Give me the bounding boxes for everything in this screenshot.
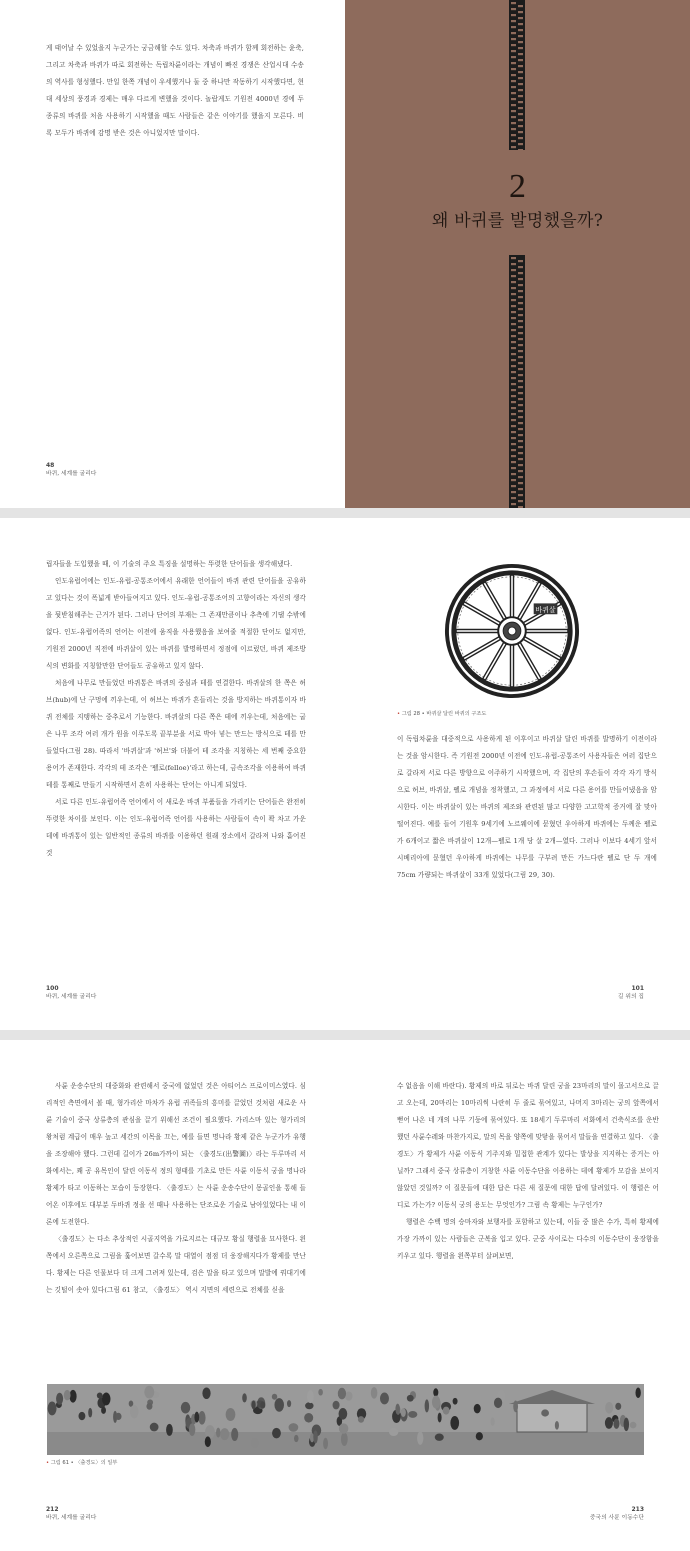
tread-groove	[518, 65, 523, 67]
tread-groove	[518, 464, 523, 466]
scroll-figure	[189, 1423, 195, 1436]
scroll-figure	[242, 1393, 247, 1402]
tread-groove	[518, 356, 523, 358]
scroll-figure	[205, 1436, 211, 1447]
tread-groove	[518, 11, 523, 13]
tread-groove	[518, 428, 523, 430]
tread-groove	[511, 467, 516, 469]
scroll-figure	[417, 1431, 423, 1445]
tread-groove	[518, 260, 523, 262]
running-title: 바퀴, 세계를 굴리다	[46, 994, 97, 1000]
tread-groove	[511, 299, 516, 301]
scroll-figure	[395, 1404, 399, 1415]
paragraph: 립자들을 도입했을 때, 이 기술의 주요 특징을 설명하는 뚜렷한 단어들을 생각해냈다.	[46, 560, 293, 568]
tread-groove	[518, 374, 523, 376]
tread-groove	[518, 446, 523, 448]
tread-groove	[511, 485, 516, 487]
tread-groove	[518, 368, 523, 370]
scroll-figure	[339, 1408, 348, 1420]
tread-groove	[518, 77, 523, 79]
tread-groove	[511, 431, 516, 433]
scroll-figure	[624, 1418, 629, 1432]
spread2-left-page	[0, 518, 345, 1030]
tread-groove	[518, 500, 523, 502]
tread-groove	[511, 359, 516, 361]
tread-groove	[518, 392, 523, 394]
scroll-figure	[476, 1432, 483, 1440]
spread3-right-page	[345, 1040, 690, 1551]
scroll-figure	[194, 1412, 199, 1423]
figure-caption	[46, 1459, 117, 1466]
caption-text: 그림 61 • 〈출경도〉의 일부	[50, 1460, 118, 1466]
scroll-figure	[435, 1434, 444, 1441]
tread-groove	[511, 134, 516, 136]
chapter-opener-page	[345, 0, 690, 508]
scroll-figure	[216, 1428, 220, 1438]
tread-groove	[511, 413, 516, 415]
figure-caption	[397, 710, 486, 717]
tread-groove	[518, 71, 523, 73]
tread-groove	[511, 98, 516, 100]
scroll-figure	[260, 1401, 265, 1408]
tread-groove	[518, 266, 523, 268]
scroll-palace-carriage	[517, 1402, 587, 1432]
tread-groove	[511, 353, 516, 355]
scroll-figure	[313, 1430, 318, 1443]
tread-groove	[518, 113, 523, 115]
tread-groove	[511, 365, 516, 367]
scroll-figure	[251, 1400, 255, 1409]
scroll-figure	[494, 1398, 502, 1408]
body-text	[46, 556, 306, 862]
tread-groove	[518, 23, 523, 25]
tread-groove	[511, 329, 516, 331]
page-folio	[618, 985, 644, 1001]
tread-groove	[511, 401, 516, 403]
tread-groove	[511, 269, 516, 271]
scroll-figure	[231, 1428, 238, 1441]
tread-groove	[511, 8, 516, 10]
tread-groove	[518, 119, 523, 121]
tread-groove	[518, 422, 523, 424]
scroll-figure	[102, 1392, 110, 1405]
page-number: 100	[46, 985, 59, 992]
scroll-figure	[101, 1407, 106, 1414]
scroll-figure	[220, 1428, 229, 1440]
tread-groove	[518, 143, 523, 145]
tread-groove	[518, 440, 523, 442]
tread-groove	[511, 275, 516, 277]
tread-groove	[511, 140, 516, 142]
tread-groove	[511, 146, 516, 148]
tread-groove	[518, 272, 523, 274]
tread-groove	[518, 494, 523, 496]
paragraph: 사륜 운송수단의 대중화와 관련해서 중국에 없었던 것은 아티어스 프로이미스였다. 심리적인 측면에서 볼 때, 형가리산 마차가 유럽 귀족들의 흥미를 끌었던 것처럼 새로운 사륜 기술이 중국 상류층의 관심을 끌기 위해선 조건이 필요했다. 가리스마 있는 형가리의 왕처럼 계급이 매우 높고 세간의 이목을 끄는, 예를 들면 명나라 황제 같은 누군가가 유행을 조장해야 했다. 그런데 길이가 26m가까이 되는 〈출경도(出警圖)〉라는 두루마리 서화에서는, 꽤 공 유목인이 달린 이동식 정의 형태를 기초로 만든 사륜 이동식 궁을 명나라 황제가 타고 이동하는 모습이 등장한다. 〈출경도〉는 사륜 운송수단이 몽골인을 통해 들어온 이후에도 대부분 두바퀴 정을 선 때나 사용하는 단조로운 기술로 남아있었다는 내 이론에 도전한다.	[46, 1082, 306, 1226]
tread-groove	[511, 395, 516, 397]
tread-groove	[511, 122, 516, 124]
tread-groove	[511, 317, 516, 319]
tread-groove	[518, 314, 523, 316]
page-number: 212	[46, 1506, 59, 1513]
tire-track-bottom	[507, 255, 527, 508]
tread-groove	[511, 263, 516, 265]
scroll-figure	[318, 1389, 323, 1396]
scroll-figure	[450, 1416, 459, 1430]
tread-groove	[518, 326, 523, 328]
tread-groove	[518, 482, 523, 484]
running-title: 바퀴, 세계를 굴리다	[46, 471, 97, 477]
scroll-figure	[613, 1418, 619, 1428]
tread-groove	[518, 83, 523, 85]
tread-groove	[511, 347, 516, 349]
tread-groove	[511, 2, 516, 4]
scroll-figure	[341, 1432, 348, 1446]
tread-groove	[511, 110, 516, 112]
running-title: 길 위의 집	[617, 994, 644, 1000]
tread-groove	[511, 383, 516, 385]
running-title: 바퀴, 세계를 굴리다	[46, 1515, 97, 1521]
tread-groove	[511, 56, 516, 58]
caption-marker: •	[46, 1460, 51, 1466]
page-folio	[46, 985, 96, 1001]
scroll-figure	[272, 1394, 277, 1400]
tread-groove	[511, 287, 516, 289]
scroll-figure	[287, 1400, 291, 1407]
tread-groove	[511, 32, 516, 34]
scroll-figure	[146, 1403, 152, 1410]
tread-groove	[518, 320, 523, 322]
tread-groove	[511, 455, 516, 457]
body-text	[397, 1078, 659, 1265]
tread-groove	[518, 47, 523, 49]
scroll-figure	[304, 1413, 313, 1423]
chapter-title: 왜 바퀴를 발명했을까?	[431, 211, 604, 231]
tread-groove	[511, 104, 516, 106]
tread-groove	[518, 362, 523, 364]
tread-groove	[518, 386, 523, 388]
tread-groove	[518, 350, 523, 352]
tread-groove	[511, 62, 516, 64]
tread-groove	[511, 80, 516, 82]
tread-groove	[518, 29, 523, 31]
paragraph: 〈출경도〉는 다소 추상적인 시골지역을 가로지르는 대규모 황실 행렬을 묘사한다. 왼쪽에서 오른쪽으로 그림을 훑어보면 갈수록 말 대열이 점점 더 웅장해지다가 황제를 만난다. 황제는 다른 인물보다 더 크게 그려져 있는데, 검은 말을 타고 있으며 말발에 꿔대기에는 깃털이 솟아 있다(그림 61 참고, 〈출경도〉 역시 지면의 세련으로 전체를 싣을	[46, 1235, 306, 1294]
caption-marker: •	[397, 711, 402, 717]
scroll-figure	[443, 1407, 450, 1415]
tread-groove	[518, 89, 523, 91]
page-folio	[590, 1506, 644, 1522]
scroll-figure	[251, 1438, 259, 1448]
tread-groove	[511, 335, 516, 337]
scroll-figure	[425, 1399, 429, 1412]
scroll-figure	[333, 1401, 340, 1410]
tread-groove	[511, 86, 516, 88]
scroll-figure	[78, 1412, 85, 1420]
scroll-figure	[408, 1411, 417, 1418]
scroll-figure	[202, 1387, 210, 1399]
spoked-wheel-diagram	[443, 562, 581, 700]
scroll-figure	[605, 1402, 613, 1414]
tread-groove	[511, 50, 516, 52]
tread-groove	[511, 92, 516, 94]
spread-gap	[0, 1030, 690, 1040]
tread-groove	[518, 458, 523, 460]
scroll-figure	[345, 1391, 353, 1400]
tread-groove	[511, 20, 516, 22]
tread-groove	[518, 101, 523, 103]
body-text: 이 독립차륜을 대중적으로 사용하게 된 이후이고 바퀴살 달린 바퀴를 발명하기 이전이라는 것을 암시한다. 즉 기원전 2000년 이전에 인도-유럽-공통조어 사용자들은 여러 집단으로 갈라져 서로 다른 방향으로 이주하기 시작했으며, 각 집단의 후손들이 각각 자기 방식으로 허브, 바퀴살, 펠로 개념을 정착했고, 그 과정에서 서로 다른 용어를 만들어냈음을 암시한다. 이는 바퀴살이 있는 바퀴의 제조와 관련된 많고 다양한 고고학적 증거에 잘 맞아 떨어진다. 예를 들어 기원후 9세기에 노르웨이에 묻혔던 우아하게 바퀴에는 두께운 펠로가 6개이고 짧은 바퀴살이 12개—펠로 1개 당 살 2개—였다. 그러나 이보다 4세기 앞서 시베리아에 묻혔던 우아하게 바퀴에는 나무를 구부려 만든 가느다란 펠로 단 두 개에 75cm 가량되는 바퀴살이 33개 있었다(그림 29, 30).	[397, 735, 657, 879]
tread-groove	[518, 488, 523, 490]
tread-groove	[511, 323, 516, 325]
paragraph: 인도유럽어에는 인도-유럽-공통조어에서 유래한 언어들이 바퀴 관련 단어들을 공유하고 있다는 것이 폭넓게 받아들여지고 있다. 인도-유럽-공통조어의 고향이라는 자신의 생각을 뒷받침해주는 근거가 된다. 그러나 단어의 부재는 그 존재만큼이나 추측에 기댈 수밖에 없다. 인도-유럽어족의 언어는 이전에 움직을 사용했음을 보여줄 적절한 단어도 없지만, 기원전 2000년 직전에 바퀴살이 있는 바퀴를 발명하면서 정점에 이르렀던, 바퀴 제조방식의 변화를 지칭할만한 단어들도 공유하고 있지 않다.	[46, 577, 306, 670]
body-text	[46, 1078, 306, 1299]
figure-label: 바퀴살	[535, 605, 556, 614]
tread-groove	[511, 473, 516, 475]
tread-groove	[518, 344, 523, 346]
tread-groove	[511, 497, 516, 499]
paragraph: 수 없음을 이해 바란다). 황제의 바로 뒤로는 바퀴 달린 궁을 23마리의 말이 몰고서으로 끌고 오는데, 20마리는 10마리씩 나란히 두 줄로 묶여있고, 나머지 3마리는 궁의 앞쪽에서 뻗어 나온 네 개의 나무 기둥에 묶여있다. 또 18세기 두루마리 서화에서 건축식조를 운반했던 사륜수레와 마찬가지로, 말의 목을 양쪽에 맞닿을 묶어서 말들을 연결하고 있다. 〈출경도〉가 황제가 사륜 이동식 기주지와 밀접한 관계가 있다는 발상을 지지하는 증거는 아닐까? 그래서 중국 상류층이 거창한 사륜 이동수단을 이용하는 데에 황제가 모감을 보이지 않았던 것일까? 이 질문들에 대한 답은 다른 새 질문에 대한 답에 달려있다. 이 행렬은 어디로 가는가? 이동식 궁의 용도는 무엇인가? 그림 속 황제는 누구인가?	[397, 1082, 659, 1209]
scroll-figure	[338, 1388, 346, 1400]
scroll-figure	[513, 1401, 518, 1413]
tire-track-top	[507, 0, 527, 150]
tread-groove	[518, 284, 523, 286]
scroll-figure	[289, 1423, 299, 1432]
tread-groove	[518, 416, 523, 418]
tread-groove	[511, 14, 516, 16]
tread-groove	[511, 371, 516, 373]
tread-groove	[511, 44, 516, 46]
tread-groove	[511, 491, 516, 493]
tread-groove	[511, 407, 516, 409]
page-number: 213	[631, 1506, 644, 1513]
tread-groove	[511, 128, 516, 130]
page-number: 48	[46, 462, 55, 469]
tread-groove	[518, 332, 523, 334]
tread-groove	[518, 278, 523, 280]
scroll-figure	[64, 1390, 71, 1400]
caption-text: 그림 28 • 바퀴살 달린 바퀴의 구조도	[401, 711, 487, 717]
scroll-figure	[438, 1413, 442, 1423]
scroll-figure	[389, 1428, 398, 1436]
scroll-figure	[166, 1424, 173, 1436]
tread-groove	[511, 305, 516, 307]
tread-groove	[511, 461, 516, 463]
tread-groove	[518, 470, 523, 472]
tread-groove	[511, 257, 516, 259]
page-folio	[46, 462, 96, 478]
tread-groove	[518, 338, 523, 340]
scroll-figure	[272, 1428, 281, 1439]
tread-groove	[511, 377, 516, 379]
chapter-number: 2	[509, 168, 526, 205]
tread-groove	[518, 131, 523, 133]
tread-groove	[511, 26, 516, 28]
scroll-figure	[432, 1396, 440, 1409]
scroll-figure	[635, 1387, 640, 1398]
tread-groove	[518, 308, 523, 310]
tread-groove	[511, 425, 516, 427]
tread-groove	[518, 452, 523, 454]
scroll-figure	[226, 1408, 236, 1421]
tread-groove	[518, 404, 523, 406]
spread1-left-page	[0, 0, 345, 508]
tread-groove	[518, 302, 523, 304]
tread-groove	[511, 437, 516, 439]
spread-gap	[0, 508, 690, 518]
scroll-figure	[615, 1403, 621, 1410]
scroll-figure	[305, 1402, 313, 1409]
tread-groove	[518, 137, 523, 139]
tread-groove	[518, 41, 523, 43]
tread-groove	[511, 449, 516, 451]
tread-groove	[511, 311, 516, 313]
paragraph: 서로 다른 인도-유럽어족 언어에서 이 새로운 바퀴 부품들을 가리키는 단어들은 완전히 뚜렷한 차이를 보인다. 이는 인도-유럽어족 언어를 사용하는 사람들이 속이 꽉 차고 가운데에 바퀴통이 있는 일반적인 종류의 바퀴를 이용하던 원래 장소에서 갈라져 나와 흩어진 것	[46, 798, 306, 857]
paragraph: 행렬은 수백 명의 승마자와 보행자를 포함하고 있는데, 이들 중 많은 수가, 특히 황제에 가장 가까이 있는 사람들은 군복을 입고 있다. 군중 사이로는 다수의 이동수단이 웅장함을 키우고 있다. 행렬을 왼쪽부터 살펴보면,	[397, 1218, 659, 1260]
tread-groove	[518, 5, 523, 7]
tread-groove	[511, 74, 516, 76]
tread-groove	[518, 410, 523, 412]
tread-groove	[518, 17, 523, 19]
tread-groove	[511, 503, 516, 505]
scroll-figure	[474, 1404, 481, 1414]
scroll-figure	[198, 1411, 205, 1425]
page-folio	[46, 1506, 96, 1522]
scroll-figure	[144, 1386, 154, 1399]
tread-groove	[518, 95, 523, 97]
tread-groove	[511, 389, 516, 391]
page-number: 101	[631, 985, 644, 992]
scroll-figure	[453, 1398, 458, 1405]
scroll-figure	[555, 1421, 559, 1430]
scroll-figure	[323, 1438, 328, 1449]
tread-groove	[518, 107, 523, 109]
scroll-figure	[433, 1388, 438, 1396]
wheel-axle-hole	[508, 627, 516, 635]
tread-groove	[518, 125, 523, 127]
scroll-figure	[56, 1393, 63, 1405]
tread-groove	[518, 59, 523, 61]
scroll-figure	[371, 1387, 378, 1399]
spread3-left-page	[0, 1040, 345, 1551]
scroll-figure	[48, 1401, 57, 1415]
scroll-figure	[294, 1435, 299, 1442]
scroll-figure	[88, 1408, 92, 1418]
tread-groove	[511, 479, 516, 481]
scroll-figure	[407, 1395, 414, 1402]
tread-groove	[511, 293, 516, 295]
tread-groove	[518, 434, 523, 436]
paragraph: 처음에 나무로 만들었던 바퀴통은 바퀴의 중심과 테를 연결한다. 바퀴살의 한 쪽은 허브(hub)에 난 구멍에 끼우는데, 이 허브는 바퀴가 흔들리는 것을 방지하는 바퀴통이자 바퀴 전체를 지탱하는 중추로서 기능한다. 바퀴살의 다른 쪽은 테에 끼우는데, 처음에는 굽은 나무 조각 여러 개가 원을 이루도록 끝부분을 서로 박아 넣는 만드는 방식으로 테를 만들었다(그림 28). 따라서 '바퀴살'과 '허브'와 더불어 테 조각을 지칭하는 세 번째 중요한 용어가 존재한다. 각각의 테 조각은 '펠로(felloe)'라고 하는데, 금속조각을 이용하여 바퀴테를 통째로 만들기 시작하면서 흔히 사용하는 단어는 아니게 되었다.	[46, 679, 306, 789]
scroll-figure	[380, 1392, 389, 1404]
scroll-figure	[401, 1408, 406, 1417]
scroll-figure	[115, 1413, 121, 1420]
scroll-figure	[358, 1416, 364, 1423]
tread-groove	[518, 380, 523, 382]
scroll-figure	[307, 1390, 314, 1403]
scroll-figure	[339, 1423, 348, 1433]
tread-groove	[518, 149, 523, 150]
tread-groove	[518, 53, 523, 55]
scroll-figure	[491, 1417, 495, 1425]
tread-groove	[511, 281, 516, 283]
tread-groove	[518, 476, 523, 478]
body-text: 게 태어날 수 있었을지 누군가는 궁금해할 수도 있다. 차축과 바퀴가 함께 회전하는 윤축, 그리고 차축과 바퀴가 따로 회전하는 독립차륜이라는 개념이 빠진 경쟁은 산업시대 수송의 역사를 형성했다. 만일 한쪽 개념이 우세했거나 둘 중 하나만 작동하기 시작했다면, 현대 세상의 풍경과 경제는 매우 다르게 변했을 것이다. 놀랍게도 기원전 4000년 경에 두 종류의 바퀴를 처음 사용하기 시작했을 때도 사람들은 같은 이야기를 했을지 모른다. 비록 모두가 바퀴에 감명 받은 것은 아니었지만 말이다.	[46, 44, 304, 137]
tread-groove	[511, 341, 516, 343]
scroll-figure	[181, 1402, 190, 1414]
tread-groove	[511, 68, 516, 70]
tread-groove	[518, 35, 523, 37]
scroll-figure	[150, 1423, 159, 1432]
procession-scroll-painting	[47, 1384, 644, 1455]
tread-groove	[518, 290, 523, 292]
tread-groove	[511, 116, 516, 118]
scroll-figure	[605, 1417, 613, 1429]
scroll-figure	[205, 1425, 215, 1438]
running-title: 중국의 사륜 이동수단	[589, 1515, 644, 1521]
tread-groove	[511, 38, 516, 40]
tread-groove	[518, 398, 523, 400]
scroll-figure	[274, 1398, 284, 1412]
scroll-figure	[630, 1422, 637, 1429]
tread-groove	[511, 443, 516, 445]
scroll-figure	[541, 1409, 549, 1416]
tread-groove	[518, 296, 523, 298]
tread-groove	[511, 419, 516, 421]
scroll-figure	[130, 1405, 139, 1418]
